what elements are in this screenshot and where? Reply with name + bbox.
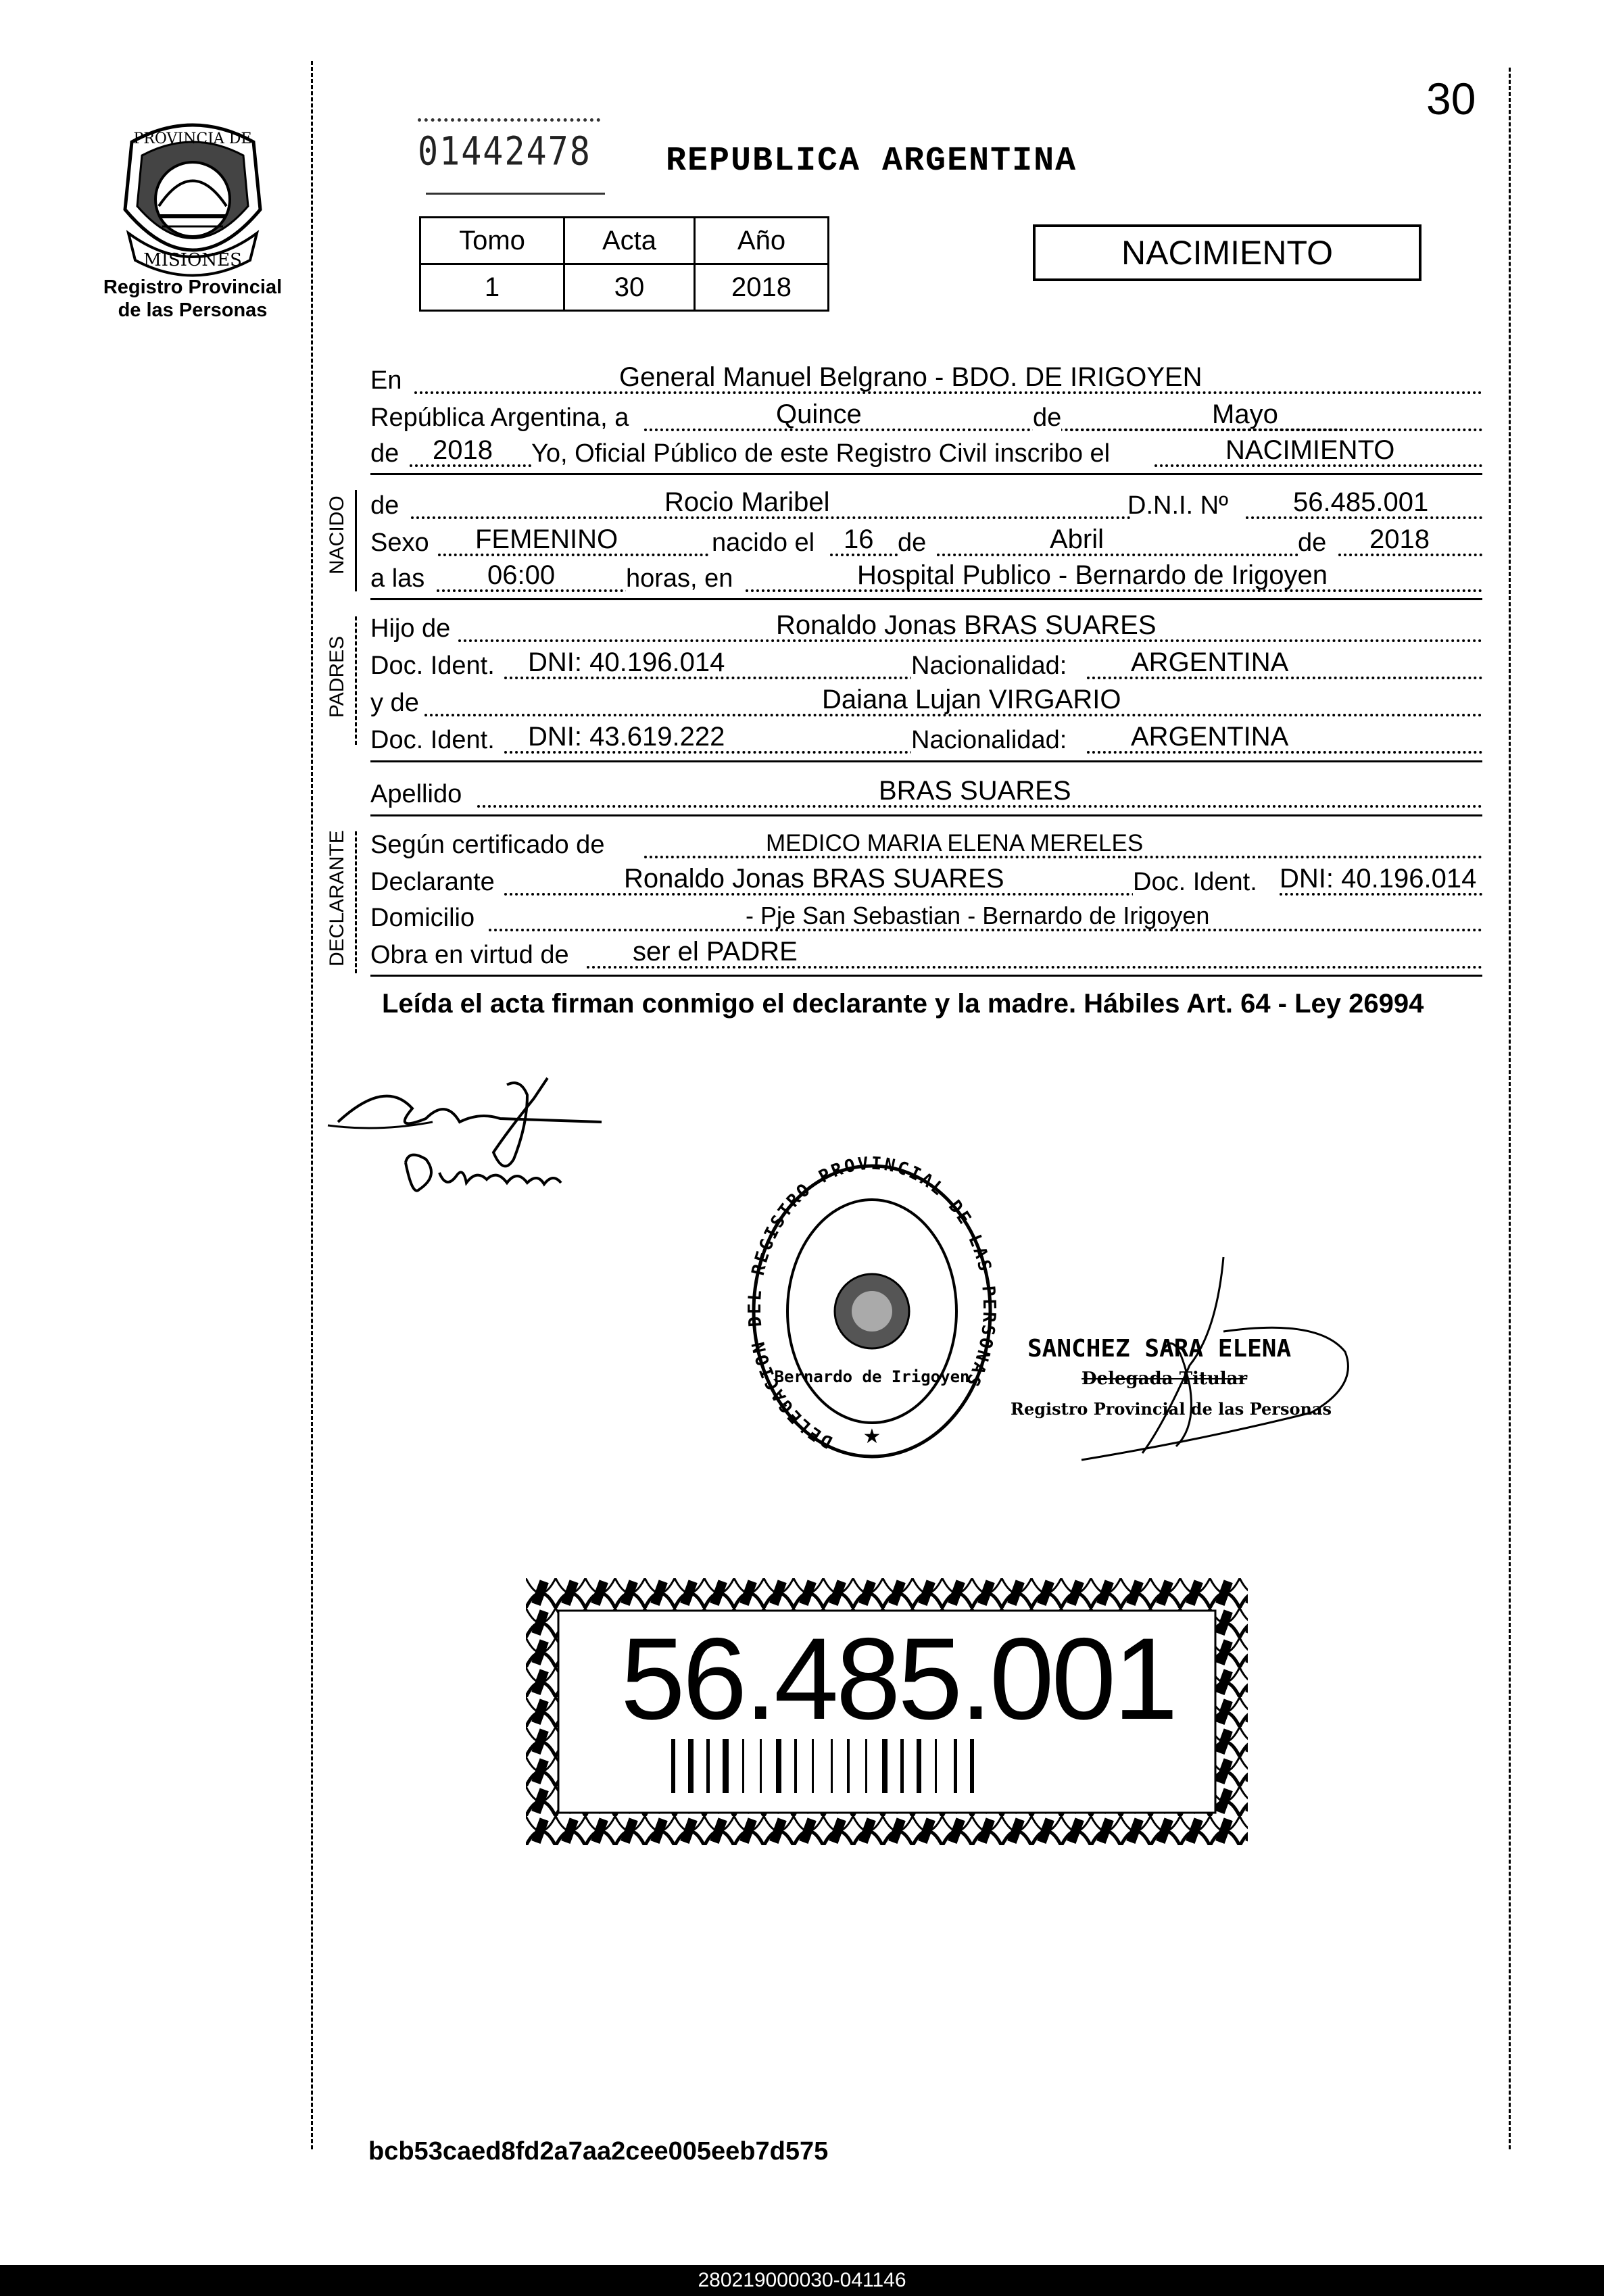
barcode-bar bbox=[742, 1739, 744, 1793]
country-title: REPUBLICA ARGENTINA bbox=[666, 142, 1077, 180]
row-hora bbox=[370, 560, 1482, 597]
value-apellido: BRAS SUARES bbox=[879, 776, 1071, 806]
barcode-bar bbox=[917, 1739, 921, 1793]
side-label-padres: PADRES bbox=[326, 635, 348, 718]
row-certificado bbox=[370, 826, 1482, 864]
officer-name: SANCHEZ SARA ELENA bbox=[1027, 1335, 1292, 1363]
document-hash: bcb53caed8fd2a7aa2cee005eeb7d575 bbox=[368, 2137, 829, 2166]
value-dni: 56.485.001 bbox=[1293, 487, 1429, 517]
barcode-bar bbox=[865, 1739, 867, 1793]
label-de3: de bbox=[370, 491, 399, 520]
label-hijo: Hijo de bbox=[370, 614, 451, 643]
stamp-star-icon: ★ bbox=[862, 1425, 881, 1448]
label-nacido: nacido el bbox=[712, 529, 815, 557]
table-header-acta: Acta bbox=[564, 218, 695, 264]
value-padre: Ronaldo Jonas BRAS SUARES bbox=[776, 610, 1157, 640]
seal-caption-line2: de las Personas bbox=[118, 299, 268, 321]
label-obra: Obra en virtud de bbox=[370, 941, 569, 969]
barcode-bar bbox=[847, 1739, 850, 1793]
value-en: General Manuel Belgrano - BDO. DE IRIGOYEN bbox=[619, 362, 1202, 392]
barcode-bar bbox=[671, 1739, 675, 1793]
label-dni: D.N.I. Nº bbox=[1127, 491, 1228, 520]
label-doc-padre: Doc. Ident. bbox=[370, 652, 495, 680]
row-republica bbox=[370, 399, 1482, 437]
declarante-bracket bbox=[355, 831, 357, 973]
page-number: 30 bbox=[1426, 74, 1476, 124]
barcode-bar bbox=[794, 1739, 797, 1793]
value-madre-doc: DNI: 43.619.222 bbox=[528, 722, 725, 752]
barcode-bar bbox=[935, 1739, 937, 1793]
row-en bbox=[370, 362, 1482, 399]
barcode-bar bbox=[776, 1739, 781, 1793]
barcode-bar bbox=[688, 1739, 694, 1793]
label-alas: a las bbox=[370, 564, 425, 593]
row-oficial bbox=[370, 435, 1482, 472]
barcode-bar bbox=[760, 1739, 762, 1793]
dni-big-number: 56.485.001 bbox=[621, 1614, 1175, 1744]
row-madre-doc bbox=[370, 721, 1482, 759]
serial-number: 01442478 bbox=[418, 128, 591, 174]
right-margin-line bbox=[1509, 68, 1511, 2149]
barcode-bar bbox=[970, 1739, 974, 1793]
barcode-bar bbox=[900, 1739, 904, 1793]
label-declarante-doc: Doc. Ident. bbox=[1133, 868, 1257, 896]
rule-1 bbox=[370, 473, 1482, 475]
value-nombre: Rocio Maribel bbox=[664, 487, 830, 517]
seal-top-text: PROVINCIA DE bbox=[133, 130, 252, 147]
label-yde: y de bbox=[370, 689, 419, 717]
mother-signature bbox=[399, 1135, 581, 1210]
registry-stamp bbox=[744, 1149, 1000, 1473]
padres-bracket bbox=[355, 616, 357, 745]
row-domicilio bbox=[370, 899, 1482, 937]
row-padre bbox=[370, 610, 1482, 648]
barcode-bar bbox=[723, 1739, 729, 1793]
mother-signature-text: Daiana bbox=[490, 1203, 493, 1204]
seal-bottom-text: MISIONES bbox=[143, 250, 242, 270]
stamp-inner-text: Bernardo de Irigoyen bbox=[774, 1367, 970, 1386]
label-domicilio: Domicilio bbox=[370, 904, 475, 932]
closing-text: Leída el acta firman conmigo el declarante y la madre. Hábiles Art. 64 - Ley 26994 bbox=[382, 989, 1424, 1019]
value-lugar: Hospital Publico - Bernardo de Irigoyen bbox=[857, 560, 1328, 590]
label-de: de bbox=[1033, 404, 1062, 432]
label-oficial: Yo, Oficial Público de este Registro Civil inscribo el bbox=[531, 439, 1111, 468]
record-table bbox=[419, 216, 829, 312]
row-madre bbox=[370, 684, 1482, 722]
row-declarante bbox=[370, 863, 1482, 901]
barcode-bar bbox=[831, 1739, 833, 1793]
value-hora: 06:00 bbox=[487, 560, 556, 590]
row-padre-doc bbox=[370, 647, 1482, 685]
nacido-bracket bbox=[355, 490, 357, 591]
barcode-bar bbox=[954, 1739, 957, 1793]
value-declarante-doc: DNI: 40.196.014 bbox=[1280, 864, 1477, 894]
label-nac-padre: Nacionalidad: bbox=[911, 652, 1067, 680]
provincial-seal-logo bbox=[112, 115, 274, 284]
seal-caption bbox=[81, 276, 304, 322]
value-dia: Quince bbox=[776, 399, 862, 429]
row-sexo bbox=[370, 524, 1482, 562]
left-margin-line bbox=[311, 61, 313, 2149]
value-nac-dia: 16 bbox=[844, 524, 874, 554]
table-value-tomo: 1 bbox=[420, 264, 564, 311]
rule-3 bbox=[370, 760, 1482, 762]
value-padre-nac: ARGENTINA bbox=[1131, 648, 1289, 677]
label-segun: Según certificado de bbox=[370, 831, 605, 859]
value-anio: 2018 bbox=[433, 435, 493, 465]
row-obra bbox=[370, 936, 1482, 974]
value-certificado: MEDICO MARIA ELENA MERELES bbox=[766, 830, 1144, 856]
value-madre: Daiana Lujan VIRGARIO bbox=[822, 685, 1121, 714]
barcode-bar bbox=[812, 1739, 814, 1793]
value-madre-nac: ARGENTINA bbox=[1131, 722, 1289, 752]
table-header-anio: Año bbox=[695, 218, 829, 264]
label-doc-madre: Doc. Ident. bbox=[370, 726, 495, 754]
rule-2 bbox=[370, 598, 1482, 600]
label-de2: de bbox=[370, 439, 399, 468]
value-padre-doc: DNI: 40.196.014 bbox=[528, 648, 725, 677]
label-de5: de bbox=[1298, 529, 1327, 557]
value-obra: ser el PADRE bbox=[633, 937, 798, 967]
barcode-bar bbox=[882, 1739, 888, 1793]
stamp-ring-text: DELEGACION DEL REGISTRO PROVINCIAL DE LAS PERSONAS bbox=[745, 1153, 1000, 1452]
label-de4: de bbox=[898, 529, 927, 557]
value-declarante: Ronaldo Jonas BRAS SUARES bbox=[624, 864, 1004, 894]
label-apellido: Apellido bbox=[370, 780, 462, 808]
side-label-declarante: DECLARANTE bbox=[326, 830, 348, 967]
rule-4 bbox=[370, 814, 1482, 816]
label-republica: República Argentina, a bbox=[370, 404, 629, 432]
side-label-nacido: NACIDO bbox=[326, 495, 348, 575]
value-mes: Mayo bbox=[1212, 399, 1278, 429]
label-horas: horas, en bbox=[626, 564, 733, 593]
value-inscribo: NACIMIENTO bbox=[1225, 435, 1395, 465]
footer-code: 280219000030-041146 bbox=[698, 2269, 906, 2291]
officer-office: Registro Provincial de las Personas bbox=[1011, 1399, 1332, 1419]
label-nac-madre: Nacionalidad: bbox=[911, 726, 1067, 754]
label-sexo: Sexo bbox=[370, 529, 429, 557]
value-nac-mes: Abril bbox=[1050, 524, 1104, 554]
label-en: En bbox=[370, 366, 402, 395]
value-nac-anio: 2018 bbox=[1369, 524, 1430, 554]
serial-underline bbox=[426, 193, 605, 195]
table-value-anio: 2018 bbox=[695, 264, 829, 311]
table-header-tomo: Tomo bbox=[420, 218, 564, 264]
label-declarante: Declarante bbox=[370, 868, 495, 896]
table-value-acta: 30 bbox=[564, 264, 695, 311]
record-type-box: NACIMIENTO bbox=[1033, 224, 1421, 281]
officer-title: Delegada Titular bbox=[1082, 1369, 1248, 1389]
seal-caption-line1: Registro Provincial bbox=[103, 276, 283, 298]
row-apellido bbox=[370, 775, 1482, 813]
rule-5 bbox=[370, 975, 1482, 977]
value-domicilio: - Pje San Sebastian - Bernardo de Irigoyen bbox=[746, 902, 1210, 929]
value-sexo: FEMENINO bbox=[475, 524, 618, 554]
row-nombre bbox=[370, 487, 1482, 524]
barcode-bar bbox=[706, 1739, 710, 1793]
